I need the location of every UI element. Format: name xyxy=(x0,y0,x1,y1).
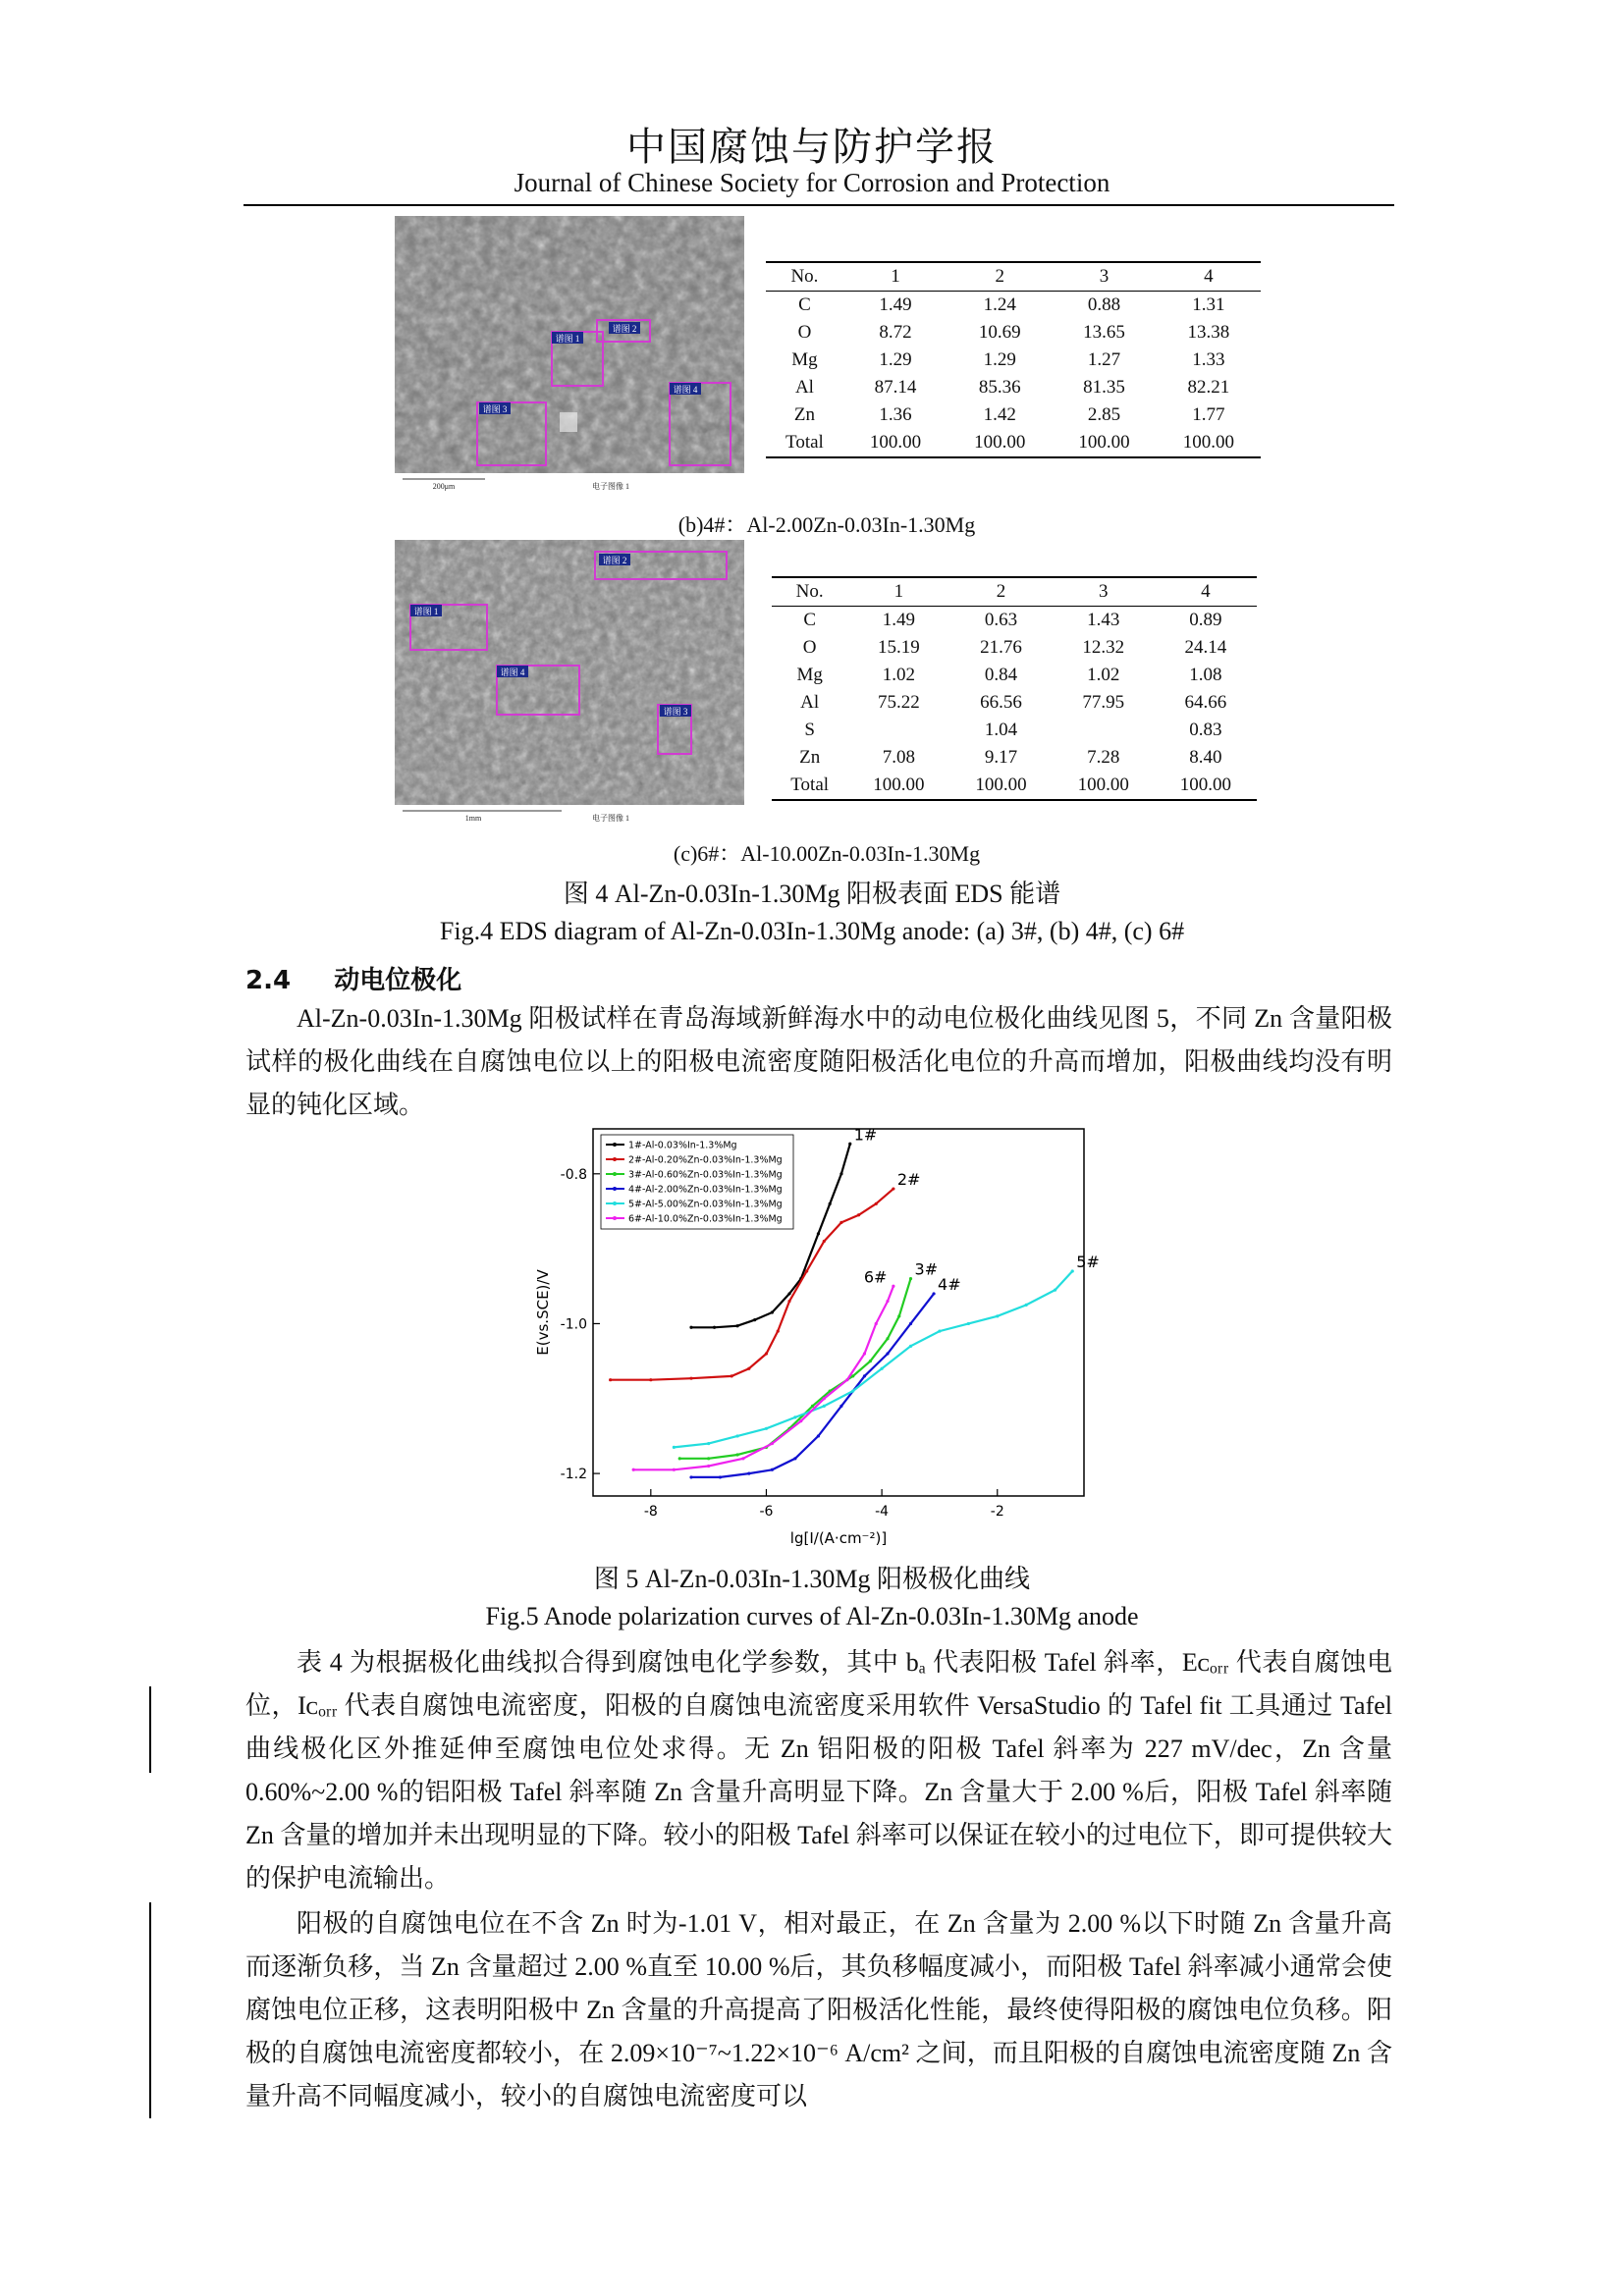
table-row xyxy=(772,772,1257,800)
series-point xyxy=(747,1472,750,1475)
table-cell: Zn xyxy=(799,747,821,768)
series-point xyxy=(897,1314,900,1317)
series-point xyxy=(731,1374,733,1377)
series-point xyxy=(719,1475,722,1478)
series-point xyxy=(713,1326,716,1329)
legend-marker xyxy=(613,1172,617,1176)
table-cell: 81.35 xyxy=(1083,377,1125,398)
series-point xyxy=(787,1292,790,1295)
series-point xyxy=(707,1465,710,1468)
table-cell: 1.27 xyxy=(1087,349,1121,370)
table-cell: 9.17 xyxy=(984,747,1018,768)
eds-table-c xyxy=(772,576,1257,801)
series-end-label: 4# xyxy=(938,1274,961,1294)
table-row xyxy=(772,607,1257,635)
table-cell: 24.14 xyxy=(1184,637,1227,658)
legend-marker xyxy=(613,1143,617,1147)
table-row xyxy=(772,689,1257,717)
eds-table-b xyxy=(766,261,1261,458)
change-bar xyxy=(149,1902,151,2118)
table-cell: 100.00 xyxy=(1157,429,1261,457)
table-cell: 15.19 xyxy=(878,637,920,658)
series-point xyxy=(805,1269,808,1272)
table-cell: 1.43 xyxy=(1087,610,1120,630)
table-cell: 100.00 xyxy=(847,772,949,800)
table-cell: 100.00 xyxy=(843,429,947,457)
table-cell: Total xyxy=(766,429,843,457)
series-point xyxy=(909,1345,912,1348)
series-point xyxy=(869,1360,872,1362)
series-point xyxy=(771,1310,774,1313)
series-point xyxy=(609,1378,612,1381)
table-cell: 100.00 xyxy=(1053,772,1155,800)
table-row xyxy=(766,319,1261,347)
legend-entry: 5#-Al-5.00%Zn-0.03%In-1.3%Mg xyxy=(628,1199,783,1210)
table-cell: 1.29 xyxy=(879,349,912,370)
table-row xyxy=(772,717,1257,744)
x-tick-label: -2 xyxy=(990,1504,1004,1520)
journal-title-en: Journal of Chinese Society for Corrosion and Protection xyxy=(514,168,1110,197)
subcaption-c: (c)6#：Al-10.00Zn-0.03In-1.30Mg xyxy=(673,841,981,866)
section-number: 2.4 xyxy=(245,966,292,995)
spectrum-label: 谱图 2 xyxy=(612,324,637,334)
table-header-cell: No. xyxy=(772,577,847,607)
series-point xyxy=(689,1377,692,1380)
series-point xyxy=(857,1213,860,1216)
table-cell: 13.38 xyxy=(1187,322,1230,343)
table-header-cell: 2 xyxy=(949,577,1052,607)
table-cell: 82.21 xyxy=(1187,377,1230,398)
series-point xyxy=(851,1390,854,1393)
series-point xyxy=(799,1419,802,1422)
table-cell: 0.89 xyxy=(1189,610,1222,630)
series-point xyxy=(632,1468,635,1471)
legend-marker xyxy=(613,1201,617,1205)
spectrum-label: 谱图 3 xyxy=(482,404,508,414)
table-row xyxy=(766,347,1261,374)
series-point xyxy=(771,1468,774,1471)
series-point xyxy=(735,1453,738,1456)
figure4-caption-en: Fig.4 EDS diagram of Al-Zn-0.03In-1.30Mg anode: (a) 3#, (b) 4#, (c) 6# xyxy=(439,917,1185,945)
y-tick-label: -1.2 xyxy=(560,1467,587,1483)
series-point xyxy=(881,1367,884,1370)
series-point xyxy=(787,1300,790,1303)
sem-label-b: 电子图像 1 xyxy=(592,482,629,491)
table-cell: 100.00 xyxy=(949,772,1052,800)
table-header-cell: 4 xyxy=(1155,577,1257,607)
series-point xyxy=(932,1292,935,1295)
legend-entry: 4#-Al-2.00%Zn-0.03%In-1.3%Mg xyxy=(628,1184,783,1196)
table-cell: 2.85 xyxy=(1087,404,1121,425)
subcaption-b: (b)4#：Al-2.00Zn-0.03In-1.30Mg xyxy=(677,512,976,537)
table-row xyxy=(772,634,1257,662)
sem-image-c xyxy=(395,540,744,823)
paragraph-text: 表 4 为根据极化曲线拟合得到腐蚀电化学参数，其中 bₐ 代表阳极 Tafel 斜率，Eᴄₒᵣᵣ 代表自腐蚀电位，Iᴄₒᵣᵣ 代表自腐蚀电流密度，阳极的自腐蚀电流密度采用软件 VersaStudio 的 Tafel fit 工具通过 Tafel 曲线极化区外推延伸至腐蚀电位处求得。无 Zn 铝阳极的阳极 Tafel 斜率为 227 mV/dec，Zn 含量 0.60%~2.00 %的铝阳极 Tafel 斜率随 Zn 含量升高明显下降。Zn 含量大于 2.00 %后，阳极 Tafel 斜率随 Zn 含量的增加并未出现明显的下降。较小的阳极 Tafel 斜率可以保证在较小的过电位下，即可提供较大的保护电流输出。 xyxy=(245,1648,1392,1893)
series-point xyxy=(741,1457,744,1460)
series-point xyxy=(863,1374,866,1377)
sem-label-c: 电子图像 1 xyxy=(592,814,629,823)
section-title: 动电位极化 xyxy=(334,966,462,995)
legend-entry: 6#-Al-10.0%Zn-0.03%In-1.3%Mg xyxy=(628,1213,783,1225)
table-row xyxy=(766,401,1261,429)
legend-entry: 2#-Al-0.20%Zn-0.03%In-1.3%Mg xyxy=(628,1154,783,1166)
table-cell: 1.33 xyxy=(1192,349,1225,370)
table-cell: 100.00 xyxy=(1052,429,1156,457)
table-cell: 1.36 xyxy=(879,404,912,425)
table-header-cell: 2 xyxy=(947,262,1052,292)
series-end-label: 3# xyxy=(914,1259,939,1279)
table-cell: Total xyxy=(772,772,847,800)
series-point xyxy=(1071,1269,1074,1272)
x-axis-label: lg[I/(A·cm⁻²)] xyxy=(789,1529,888,1547)
series-end-label: 6# xyxy=(863,1267,888,1287)
table-cell xyxy=(847,717,949,744)
series-point xyxy=(753,1318,756,1321)
series-point xyxy=(673,1446,676,1449)
polarization-chart xyxy=(530,1119,1104,1551)
table-cell: 21.76 xyxy=(980,637,1022,658)
series-point xyxy=(839,1221,842,1224)
table-cell: 1.31 xyxy=(1192,294,1225,315)
table-header-cell: 1 xyxy=(843,262,947,292)
series-point xyxy=(909,1322,912,1325)
table-cell: Mg xyxy=(796,665,823,685)
spectrum-label: 谱图 4 xyxy=(500,667,525,677)
series-point xyxy=(967,1322,970,1325)
table-cell: 87.14 xyxy=(874,377,917,398)
table-cell xyxy=(1053,717,1155,744)
series-end-label: 2# xyxy=(896,1170,921,1190)
table-header-cell: 3 xyxy=(1053,577,1155,607)
table-cell: 0.84 xyxy=(984,665,1018,685)
table-cell: C xyxy=(798,294,811,315)
table-cell: 8.72 xyxy=(879,322,912,343)
table-cell: 1.77 xyxy=(1192,404,1225,425)
series-point xyxy=(735,1434,738,1437)
series-point xyxy=(765,1352,768,1355)
table-cell: 12.32 xyxy=(1082,637,1125,658)
table-cell: 77.95 xyxy=(1082,692,1125,713)
table-cell: 7.28 xyxy=(1087,747,1120,768)
series-point xyxy=(823,1405,826,1408)
table-cell: O xyxy=(797,322,812,343)
series-point xyxy=(817,1232,820,1235)
series-point xyxy=(678,1457,681,1460)
legend-entry: 3#-Al-0.60%Zn-0.03%In-1.3%Mg xyxy=(628,1169,783,1181)
legend-entry: 1#-Al-0.03%In-1.3%Mg xyxy=(628,1140,737,1151)
section-heading xyxy=(245,960,461,996)
table-cell: 1.42 xyxy=(983,404,1016,425)
series-point xyxy=(886,1352,889,1355)
x-tick-label: -8 xyxy=(643,1504,658,1520)
series-point xyxy=(909,1277,912,1280)
table-cell: 0.63 xyxy=(984,610,1018,630)
table-cell: 8.40 xyxy=(1189,747,1222,768)
series-point xyxy=(673,1468,676,1471)
table-cell: 1.49 xyxy=(882,610,916,630)
table-row xyxy=(766,429,1261,457)
spectrum-label: 谱图 3 xyxy=(663,707,688,717)
table-cell: 10.69 xyxy=(978,322,1021,343)
table-cell: 100.00 xyxy=(947,429,1052,457)
series-point xyxy=(817,1434,820,1437)
series-point xyxy=(886,1337,889,1340)
sem-image-b xyxy=(395,216,744,491)
table-cell: 75.22 xyxy=(878,692,920,713)
series-point xyxy=(829,1202,832,1205)
paragraph-text: Al-Zn-0.03In-1.30Mg 阳极试样在青岛海域新鲜海水中的动电位极化曲线见图 5，不同 Zn 含量阳极试样的极化曲线在自腐蚀电位以上的阳极电流密度随阳极活化电位的升高而增加，阳极曲线均没有明显的钝化区域。 xyxy=(245,1004,1392,1119)
series-point xyxy=(823,1397,826,1400)
table-cell: 100.00 xyxy=(1155,772,1257,800)
table-cell: 85.36 xyxy=(978,377,1021,398)
series-point xyxy=(771,1442,774,1445)
legend-marker xyxy=(613,1216,617,1220)
table-header-cell: 4 xyxy=(1157,262,1261,292)
sem-scale-c: 1mm xyxy=(464,814,482,823)
table-cell: O xyxy=(802,637,817,658)
journal-title-cn: 中国腐蚀与防护学报 xyxy=(626,125,998,169)
table-cell: Al xyxy=(794,377,814,398)
table-header-cell: 1 xyxy=(847,577,949,607)
x-tick-label: -6 xyxy=(759,1504,774,1520)
figure5-caption-cn: 图 5 Al-Zn-0.03In-1.30Mg 阳极极化曲线 xyxy=(593,1565,1031,1593)
paragraph-3 xyxy=(245,1902,1392,2118)
series-point xyxy=(839,1172,842,1175)
series-point xyxy=(777,1329,780,1332)
series-point xyxy=(811,1405,814,1408)
table-cell: 1.49 xyxy=(879,294,912,315)
table-cell: 13.65 xyxy=(1083,322,1125,343)
table-row xyxy=(766,292,1261,320)
table-cell: Zn xyxy=(793,404,815,425)
table-cell: C xyxy=(803,610,816,630)
series-point xyxy=(735,1324,738,1327)
figure5-caption-en: Fig.5 Anode polarization curves of Al-Zn-0.03In-1.30Mg anode xyxy=(485,1602,1139,1630)
table-header-cell: 3 xyxy=(1052,262,1156,292)
table-header-cell: No. xyxy=(766,262,843,292)
table-cell: 1.02 xyxy=(882,665,916,685)
spectrum-label: 谱图 4 xyxy=(673,385,698,395)
table-cell: 66.56 xyxy=(980,692,1022,713)
series-point xyxy=(848,1143,851,1146)
series-end-label: 5# xyxy=(1076,1253,1100,1272)
figure4-caption-cn: 图 4 Al-Zn-0.03In-1.30Mg 阳极表面 EDS 能谱 xyxy=(563,880,1061,908)
table-cell: 1.08 xyxy=(1189,665,1222,685)
series-point xyxy=(875,1322,878,1325)
table-cell: 1.24 xyxy=(983,294,1016,315)
series-point xyxy=(689,1326,692,1329)
series-point xyxy=(1054,1289,1056,1292)
series-point xyxy=(823,1240,826,1243)
table-cell: 1.29 xyxy=(983,349,1016,370)
series-point xyxy=(996,1314,999,1317)
table-cell: 1.02 xyxy=(1087,665,1120,685)
series-point xyxy=(707,1442,710,1445)
series-point xyxy=(689,1475,692,1478)
series-point xyxy=(649,1378,652,1381)
series-point xyxy=(851,1374,854,1377)
series-point xyxy=(1025,1304,1028,1307)
table-cell: 7.08 xyxy=(882,747,916,768)
table-cell: 1.04 xyxy=(984,720,1018,740)
table-cell: 0.83 xyxy=(1189,720,1222,740)
table-cell: 64.66 xyxy=(1184,692,1227,713)
spectrum-label: 谱图 1 xyxy=(555,334,580,344)
series-point xyxy=(793,1457,796,1460)
series-point xyxy=(707,1457,710,1460)
table-cell: Mg xyxy=(791,349,818,370)
series-point xyxy=(886,1300,889,1303)
change-bar xyxy=(149,1686,151,1773)
spectrum-label: 谱图 2 xyxy=(602,556,627,565)
y-tick-label: -1.0 xyxy=(560,1316,587,1333)
series-point xyxy=(793,1415,796,1418)
series-point xyxy=(875,1202,878,1205)
series-point xyxy=(747,1367,750,1370)
spectrum-label: 谱图 1 xyxy=(413,607,439,616)
series-point xyxy=(892,1285,894,1288)
paragraph-text: 阳极的自腐蚀电位在不含 Zn 时为-1.01 V，相对最正，在 Zn 含量为 2.00 %以下时随 Zn 含量升高而逐渐负移，当 Zn 含量超过 2.00 %直至 10.00 %后，其负移幅度减小，而阳极 Tafel 斜率减小通常会使腐蚀电位正移，这表明阳极中 Zn 含量的升高提高了阳极活化性能，最终使得阳极的腐蚀电位负移。阳极的自腐蚀电流密度都较小，在 2.09×10⁻⁷~1.22×10⁻⁶ A/cm² 之间，而且阳极的自腐蚀电流密度随 Zn 含量升高不同幅度减小，较小的自腐蚀电流密度可以 xyxy=(245,1909,1392,2110)
paragraph-2 xyxy=(245,1641,1392,1900)
header-rule xyxy=(244,204,1394,206)
series-point xyxy=(892,1187,894,1190)
series-point xyxy=(839,1405,842,1408)
series-point xyxy=(845,1378,848,1381)
series-point xyxy=(765,1427,768,1430)
table-row xyxy=(772,662,1257,689)
legend-marker xyxy=(613,1157,617,1161)
series-point xyxy=(938,1329,941,1332)
table-cell: Al xyxy=(800,692,820,713)
chart-svg xyxy=(530,1119,1104,1551)
x-tick-label: -4 xyxy=(875,1504,890,1520)
table-row xyxy=(766,374,1261,401)
series-point xyxy=(863,1352,866,1355)
table-row xyxy=(772,744,1257,772)
legend-marker xyxy=(613,1187,617,1191)
table-cell: S xyxy=(804,720,815,740)
sem-scale-b: 200μm xyxy=(432,482,456,491)
y-tick-label: -0.8 xyxy=(560,1166,587,1183)
series-end-label: 1# xyxy=(853,1125,878,1145)
paragraph-1 xyxy=(245,997,1392,1127)
y-axis-label: E(vs.SCE)/V xyxy=(534,1269,552,1356)
table-cell: 0.88 xyxy=(1087,294,1121,315)
